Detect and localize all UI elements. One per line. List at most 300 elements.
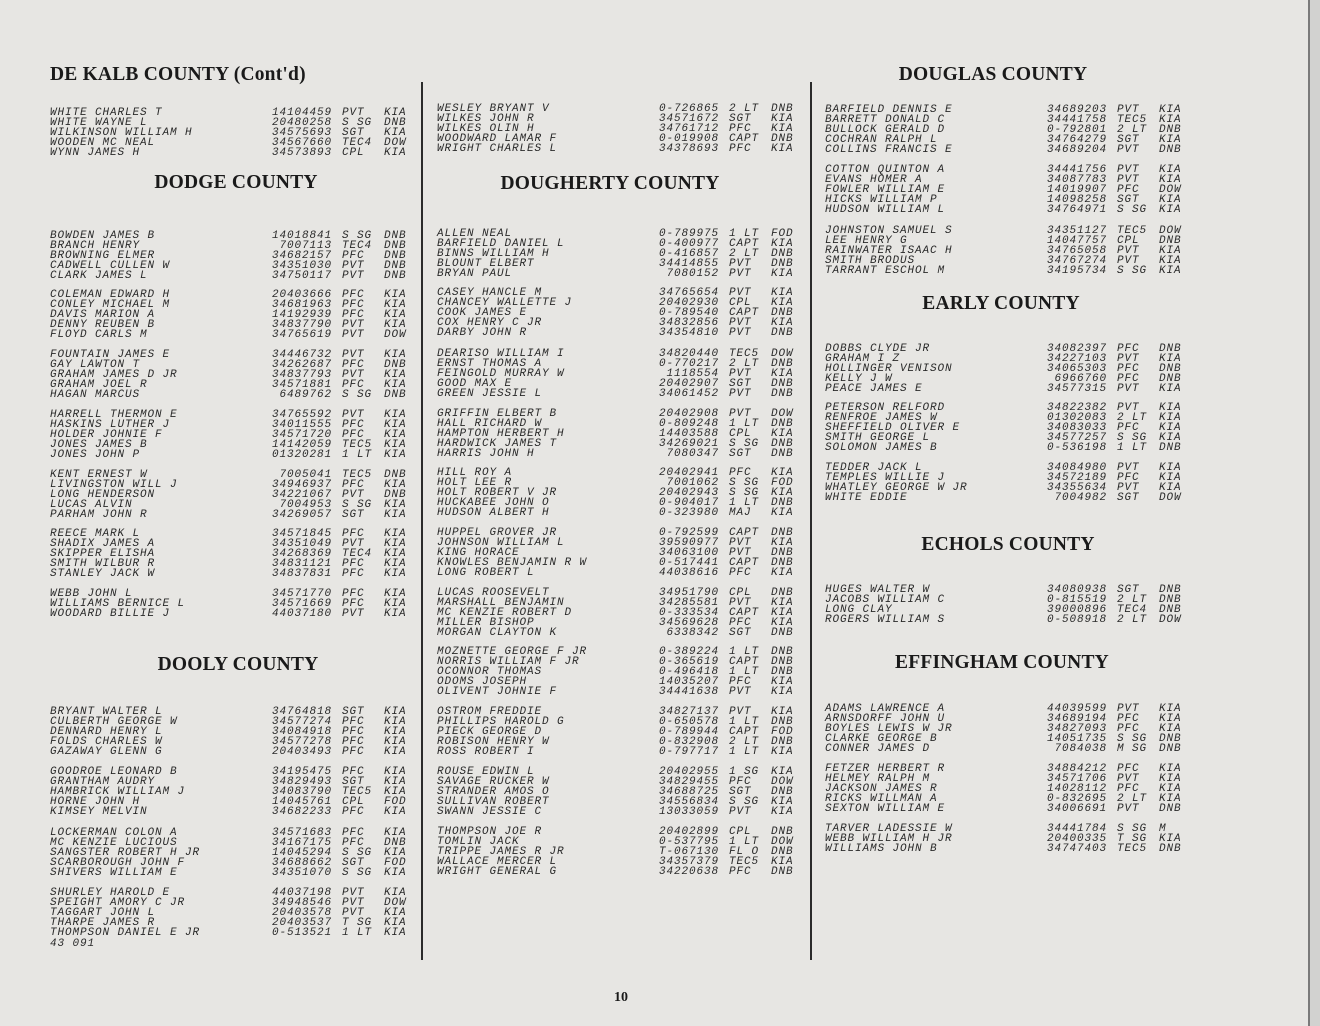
rank: CAPT <box>729 726 760 739</box>
serial-number: 0-792599 <box>658 527 719 539</box>
status-code: DNB <box>771 448 794 461</box>
rank: PFC <box>1117 763 1140 775</box>
status-code: DNB <box>1159 235 1182 248</box>
serial-number: 7084038 <box>1054 743 1107 756</box>
serial-number: 20402955 <box>658 766 719 778</box>
casualty-row <box>825 493 1199 503</box>
soldier-name: FOUNTAIN JAMES E <box>50 349 171 361</box>
soldier-name: SEXTON WILLIAM E <box>825 803 946 816</box>
status-code: KIA <box>1159 412 1182 425</box>
casualty-group <box>50 589 424 619</box>
casualty-row <box>825 266 1199 276</box>
serial-number: 34571881 <box>271 379 332 392</box>
status-code: DNB <box>771 527 794 539</box>
status-code: KIA <box>1159 245 1182 258</box>
status-code: DNB <box>771 716 794 729</box>
soldier-name: KIMSEY MELVIN <box>50 806 148 819</box>
soldier-name: CONNER JAMES D <box>825 743 931 756</box>
rank: PVT <box>342 887 365 899</box>
soldier-name: SMITH BRODUS <box>825 255 916 268</box>
rank: PFC <box>1117 783 1140 796</box>
status-code: KIA <box>771 123 794 136</box>
serial-number: 34837790 <box>271 319 332 332</box>
rank: 2 LT <box>1117 124 1148 137</box>
rank: PFC <box>342 558 365 571</box>
rank: PVT <box>729 327 752 340</box>
casualty-group <box>437 104 811 154</box>
rank: PFC <box>342 568 365 581</box>
rank: SGT <box>1117 492 1140 505</box>
serial-number: 0-792801 <box>1046 124 1107 137</box>
serial-number: 34837793 <box>271 369 332 382</box>
serial-number: 34577274 <box>271 716 332 729</box>
status-code: KIA <box>1159 783 1182 796</box>
rank: PFC <box>342 746 365 759</box>
rank: PFC <box>729 567 752 580</box>
status-code: DNB <box>771 358 794 371</box>
rank: PFC <box>342 726 365 739</box>
soldier-name: ROUSE EDWIN L <box>437 766 535 778</box>
rank: SGT <box>729 378 752 391</box>
serial-number: 34441758 <box>1046 114 1107 127</box>
serial-number: 34084918 <box>271 726 332 739</box>
status-code: DNB <box>771 497 794 510</box>
soldier-name: HOLLINGER VENISON <box>825 363 953 376</box>
rank: PVT <box>342 319 365 332</box>
rank: PFC <box>1117 184 1140 197</box>
status-code: KIA <box>384 528 407 540</box>
soldier-name: HARRELL THERMON E <box>50 409 178 421</box>
status-code: DNB <box>771 587 794 599</box>
casualty-group <box>825 704 1199 754</box>
soldier-name: JOHNSTON SAMUEL S <box>825 225 953 237</box>
status-code: KIA <box>771 537 794 550</box>
serial-number: 34269057 <box>271 509 332 522</box>
rank: S SG <box>729 487 760 500</box>
serial-number: 0-496418 <box>658 666 719 679</box>
serial-number: 34689203 <box>1046 104 1107 116</box>
serial-number: 34378693 <box>658 143 719 156</box>
serial-number: 34414855 <box>658 258 719 271</box>
serial-number: 0-789540 <box>658 307 719 320</box>
rank: PFC <box>342 250 365 263</box>
casualty-row <box>437 389 811 399</box>
serial-number: 44037198 <box>271 887 332 899</box>
rank: PFC <box>342 359 365 372</box>
casualty-row <box>50 928 424 938</box>
soldier-name: BINNS WILLIAM H <box>437 248 550 261</box>
rank: SGT <box>729 113 752 126</box>
soldier-name: STRANDER AMOS O <box>437 786 550 799</box>
status-code: DNB <box>771 736 794 749</box>
status-code: KIA <box>771 268 794 281</box>
soldier-name: PIECK GEORGE D <box>437 726 543 739</box>
status-code: KIA <box>1159 432 1182 445</box>
status-code: KIA <box>1159 204 1182 217</box>
soldier-name: SCARBOROUGH JOHN F <box>50 857 186 870</box>
casualty-row <box>50 450 424 460</box>
soldier-name: COX HENRY C JR <box>437 317 543 330</box>
rank: PVT <box>342 538 365 551</box>
soldier-name: HOLT LEE R <box>437 477 513 490</box>
status-code: FOD <box>771 228 794 240</box>
status-code: KIA <box>1159 174 1182 187</box>
rank: 2 LT <box>729 248 760 261</box>
status-code: DNB <box>384 837 407 850</box>
rank: PVT <box>342 107 365 119</box>
serial-number: 14019907 <box>1046 184 1107 197</box>
status-code: KIA <box>384 568 407 581</box>
soldier-name: HARRIS JOHN H <box>437 448 535 461</box>
rank: TEC5 <box>342 469 373 481</box>
rank: PVT <box>729 537 752 550</box>
soldier-name: LOCKERMAN COLON A <box>50 827 178 839</box>
status-code: DNB <box>1159 604 1182 617</box>
soldier-name: LONG CLAY <box>825 604 893 617</box>
rank: SGT <box>729 448 752 461</box>
soldier-name: OSTROM FREDDIE <box>437 706 543 718</box>
soldier-name: BOWDEN JAMES B <box>50 230 156 242</box>
rank: PVT <box>729 317 752 330</box>
rank: PFC <box>1117 422 1140 435</box>
rank: PVT <box>342 489 365 502</box>
rank: PFC <box>1117 363 1140 376</box>
serial-number: 34767274 <box>1046 255 1107 268</box>
soldier-name: OLIVENT JOHNIE F <box>437 686 558 699</box>
status-code: KIA <box>1159 703 1182 715</box>
serial-number: 20403537 <box>271 917 332 930</box>
status-code: M <box>1159 823 1167 835</box>
casualty-row <box>437 269 811 279</box>
rank: PVT <box>1117 462 1140 474</box>
serial-number: 0-770217 <box>658 358 719 371</box>
serial-number: 34082397 <box>1046 343 1107 355</box>
status-code: KIA <box>1159 164 1182 176</box>
soldier-name: ADAMS LAWRENCE A <box>825 703 946 715</box>
status-code: DOW <box>384 329 407 342</box>
soldier-name: WHITE EDDIE <box>825 492 908 505</box>
status-code: KIA <box>384 867 407 880</box>
serial-number: 34262687 <box>271 359 332 372</box>
rank: PVT <box>729 408 752 420</box>
status-code: KIA <box>1159 773 1182 786</box>
status-code: KIA <box>384 847 407 860</box>
status-code: DOW <box>1159 225 1182 237</box>
soldier-name: JONES JAMES B <box>50 439 148 452</box>
serial-number: 34221067 <box>271 489 332 502</box>
rank: 2 LT <box>729 103 760 115</box>
casualty-row <box>50 271 424 281</box>
status-code: DNB <box>1159 803 1182 816</box>
serial-number: 34822382 <box>1046 402 1107 414</box>
serial-number: 34765058 <box>1046 245 1107 258</box>
casualty-row <box>437 508 811 518</box>
soldier-name: PETERSON RELFORD <box>825 402 946 414</box>
soldier-name: PARHAM JOHN R <box>50 509 148 522</box>
soldier-name: COTTON QUINTON A <box>825 164 946 176</box>
status-code: DNB <box>384 489 407 502</box>
status-code: KIA <box>771 567 794 580</box>
rank: PVT <box>1117 803 1140 816</box>
rank: CAPT <box>729 656 760 669</box>
status-code: KIA <box>771 287 794 299</box>
county-heading: ECHOLS COUNTY <box>921 534 1095 555</box>
soldier-name: CLARK JAMES L <box>50 270 148 283</box>
serial-number: 34820440 <box>658 348 719 360</box>
status-code: DNB <box>1159 733 1182 746</box>
serial-number: 20402899 <box>658 826 719 838</box>
status-code: DNB <box>1159 343 1182 355</box>
status-code: KIA <box>771 487 794 500</box>
status-code: DNB <box>384 117 407 130</box>
casualty-group <box>437 767 811 817</box>
status-code: KIA <box>384 538 407 551</box>
rank: 1 LT <box>729 418 760 431</box>
rank: PFC <box>729 866 752 879</box>
soldier-name: REECE MARK L <box>50 528 141 540</box>
casualty-row <box>825 804 1199 814</box>
soldier-name: DARBY JOHN R <box>437 327 528 340</box>
status-code: DNB <box>771 418 794 431</box>
serial-number: 34011555 <box>271 419 332 432</box>
status-code: KIA <box>384 509 407 522</box>
soldier-name: COCHRAN RALPH L <box>825 134 938 147</box>
soldier-name: HOLDER JOHNIE F <box>50 429 163 442</box>
soldier-name: PHILLIPS HAROLD G <box>437 716 565 729</box>
rank: PVT <box>342 369 365 382</box>
status-code: KIA <box>1159 255 1182 268</box>
rank: PVT <box>1117 104 1140 116</box>
rank: PFC <box>342 429 365 442</box>
serial-number: 34269021 <box>658 438 719 451</box>
serial-number: 34061452 <box>658 388 719 401</box>
rank: CPL <box>729 587 752 599</box>
serial-number: 7080152 <box>666 268 719 281</box>
soldier-name: GRAHAM JAMES D JR <box>50 369 178 382</box>
rank: FL O <box>729 846 760 859</box>
serial-number: 34446732 <box>271 349 332 361</box>
soldier-name: ERNST THOMAS A <box>437 358 543 371</box>
serial-number: 0-400977 <box>658 238 719 251</box>
serial-number: 39590977 <box>658 537 719 550</box>
status-code: KIA <box>771 706 794 718</box>
serial-number: 14098258 <box>1046 194 1107 207</box>
soldier-name: DEARISO WILLIAM I <box>437 348 565 360</box>
serial-number: 34087783 <box>1046 174 1107 187</box>
serial-number: 20402943 <box>658 487 719 500</box>
soldier-name: PEACE JAMES E <box>825 383 923 396</box>
soldier-name: LUCAS ALVIN <box>50 499 133 512</box>
serial-number: 34065303 <box>1046 363 1107 376</box>
casualty-row <box>437 449 811 459</box>
serial-number: 20403578 <box>271 907 332 920</box>
serial-number: 34571720 <box>271 429 332 442</box>
rank: S SG <box>729 438 760 451</box>
serial-number: 34572189 <box>1046 472 1107 485</box>
status-code: DOW <box>1159 614 1182 627</box>
rank: T SG <box>1117 833 1148 846</box>
rank: CAPT <box>729 607 760 620</box>
rank: PVT <box>729 287 752 299</box>
serial-number: 34571770 <box>271 588 332 600</box>
status-code: KIA <box>771 597 794 610</box>
soldier-name: KENT ERNEST W <box>50 469 148 481</box>
rank: PFC <box>342 827 365 839</box>
rank: PVT <box>729 597 752 610</box>
serial-number: 0-323980 <box>658 507 719 520</box>
serial-number: 14035207 <box>658 676 719 689</box>
casualty-row <box>825 145 1199 155</box>
soldier-name: MC KENZIE ROBERT D <box>437 607 573 620</box>
serial-number: 34167175 <box>271 837 332 850</box>
rank: TEC5 <box>729 348 760 360</box>
soldier-name: FOWLER WILLIAM E <box>825 184 946 197</box>
casualty-group <box>50 410 424 460</box>
soldier-name: HELMEY RALPH M <box>825 773 931 786</box>
serial-number: 34831121 <box>271 558 332 571</box>
serial-number: 34571672 <box>658 113 719 126</box>
soldier-name: THOMPSON JOE R <box>437 826 543 838</box>
serial-number: 0-815519 <box>1046 594 1107 607</box>
casualty-group <box>437 229 811 279</box>
status-code: KIA <box>384 766 407 778</box>
serial-number: 0-508918 <box>1046 614 1107 627</box>
rank: S SG <box>1117 823 1148 835</box>
soldier-name: CULBERTH GEORGE W <box>50 716 178 729</box>
status-code: FOD <box>384 857 407 870</box>
rank: PVT <box>342 329 365 342</box>
rank: PVT <box>342 270 365 283</box>
rank: PVT <box>1117 482 1140 495</box>
soldier-name: WOODARD BILLIE J <box>50 608 171 621</box>
serial-number: 34351070 <box>271 867 332 880</box>
soldier-name: HAMBRICK WILLIAM J <box>50 786 186 799</box>
soldier-name: WILKES JOHN R <box>437 113 535 126</box>
rank: S SG <box>342 867 373 880</box>
status-code: KIA <box>384 786 407 799</box>
soldier-name: TEMPLES WILLIE J <box>825 472 946 485</box>
casualty-group <box>437 468 811 518</box>
status-code: DNB <box>771 103 794 115</box>
serial-number: 34227103 <box>1046 353 1107 366</box>
casualty-row <box>825 744 1199 754</box>
serial-number: 34764279 <box>1046 134 1107 147</box>
status-code: DOW <box>771 408 794 420</box>
rank: PVT <box>342 260 365 273</box>
status-code: KIA <box>771 617 794 630</box>
status-code: FOD <box>771 477 794 490</box>
rank: TEC4 <box>1117 604 1148 617</box>
soldier-name: MC KENZIE LUCIOUS <box>50 837 178 850</box>
status-code: KIA <box>771 796 794 809</box>
soldier-name: MORGAN CLAYTON K <box>437 627 558 640</box>
status-code: KIA <box>771 507 794 520</box>
serial-number: 20402907 <box>658 378 719 391</box>
soldier-name: WILLIAMS BERNICE L <box>50 598 186 611</box>
casualty-row <box>437 628 811 638</box>
casualty-group <box>437 528 811 578</box>
rank: PFC <box>342 419 365 432</box>
rank: TEC5 <box>729 856 760 869</box>
rank: PVT <box>729 368 752 381</box>
rank: S SG <box>729 477 760 490</box>
casualty-group <box>437 707 811 757</box>
county-heading: DE KALB COUNTY (Cont'd) <box>50 64 306 85</box>
status-code: KIA <box>384 299 407 312</box>
rank: 2 LT <box>1117 614 1148 627</box>
status-code: DNB <box>771 378 794 391</box>
status-code: KIA <box>384 309 407 322</box>
rank: PVT <box>1117 773 1140 786</box>
rank: 1 LT <box>729 646 760 658</box>
casualty-row <box>437 747 811 757</box>
casualty-row <box>437 687 811 697</box>
serial-number: 34083790 <box>271 786 332 799</box>
soldier-name: LEE HENRY G <box>825 235 908 248</box>
rank: PVT <box>342 608 365 621</box>
soldier-name: RAINWATER ISAAC H <box>825 245 953 258</box>
status-code: DNB <box>384 240 407 253</box>
soldier-name: BARFIELD DANIEL L <box>437 238 565 251</box>
casualty-group <box>50 108 424 158</box>
rank: PVT <box>729 547 752 560</box>
casualty-group <box>437 588 811 638</box>
rank: PFC <box>342 528 365 540</box>
casualty-group <box>437 349 811 399</box>
rank: PVT <box>342 897 365 910</box>
rank: SGT <box>342 509 365 522</box>
soldier-name: MOZNETTE GEORGE F JR <box>437 646 588 658</box>
soldier-name: THOMPSON DANIEL E JR <box>50 927 201 940</box>
rank: PVT <box>342 907 365 920</box>
serial-number: 0-650578 <box>658 716 719 729</box>
casualty-row <box>50 148 424 158</box>
casualty-group <box>50 529 424 579</box>
soldier-name: SPEIGHT AMORY C JR <box>50 897 186 910</box>
status-code: KIA <box>384 608 407 621</box>
soldier-name: DENNY REUBEN B <box>50 319 156 332</box>
soldier-name: SHEFFIELD OLIVER E <box>825 422 961 435</box>
rank: PFC <box>1117 723 1140 736</box>
soldier-name: BROWNING ELMER <box>50 250 156 263</box>
soldier-name: WILKES OLIN H <box>437 123 535 136</box>
soldier-name: WALLACE MERCER L <box>437 856 558 869</box>
soldier-name: SAVAGE RUCKER W <box>437 776 550 789</box>
status-code: KIA <box>384 726 407 739</box>
status-code: KIA <box>384 147 407 160</box>
soldier-name: DOBBS CLYDE JR <box>825 343 931 355</box>
rank: 1 LT <box>342 449 373 462</box>
status-code: KIA <box>384 349 407 361</box>
rank: PFC <box>1117 373 1140 386</box>
casualty-row <box>50 330 424 340</box>
serial-number: 34829455 <box>658 776 719 789</box>
serial-number: 0-019908 <box>658 133 719 146</box>
status-code: DNB <box>771 327 794 340</box>
serial-number: 34832856 <box>658 317 719 330</box>
soldier-name: GREEN JESSIE L <box>437 388 543 401</box>
serial-number: 34063100 <box>658 547 719 560</box>
status-code: KIA <box>384 917 407 930</box>
status-code: KIA <box>771 467 794 479</box>
soldier-name: HUDSON WILLIAM L <box>825 204 946 217</box>
status-code: KIA <box>1159 482 1182 495</box>
status-code: KIA <box>384 716 407 729</box>
status-code: KIA <box>771 766 794 778</box>
status-code: KIA <box>771 856 794 869</box>
serial-number: 34571683 <box>271 827 332 839</box>
page-number: 10 <box>614 990 628 1005</box>
